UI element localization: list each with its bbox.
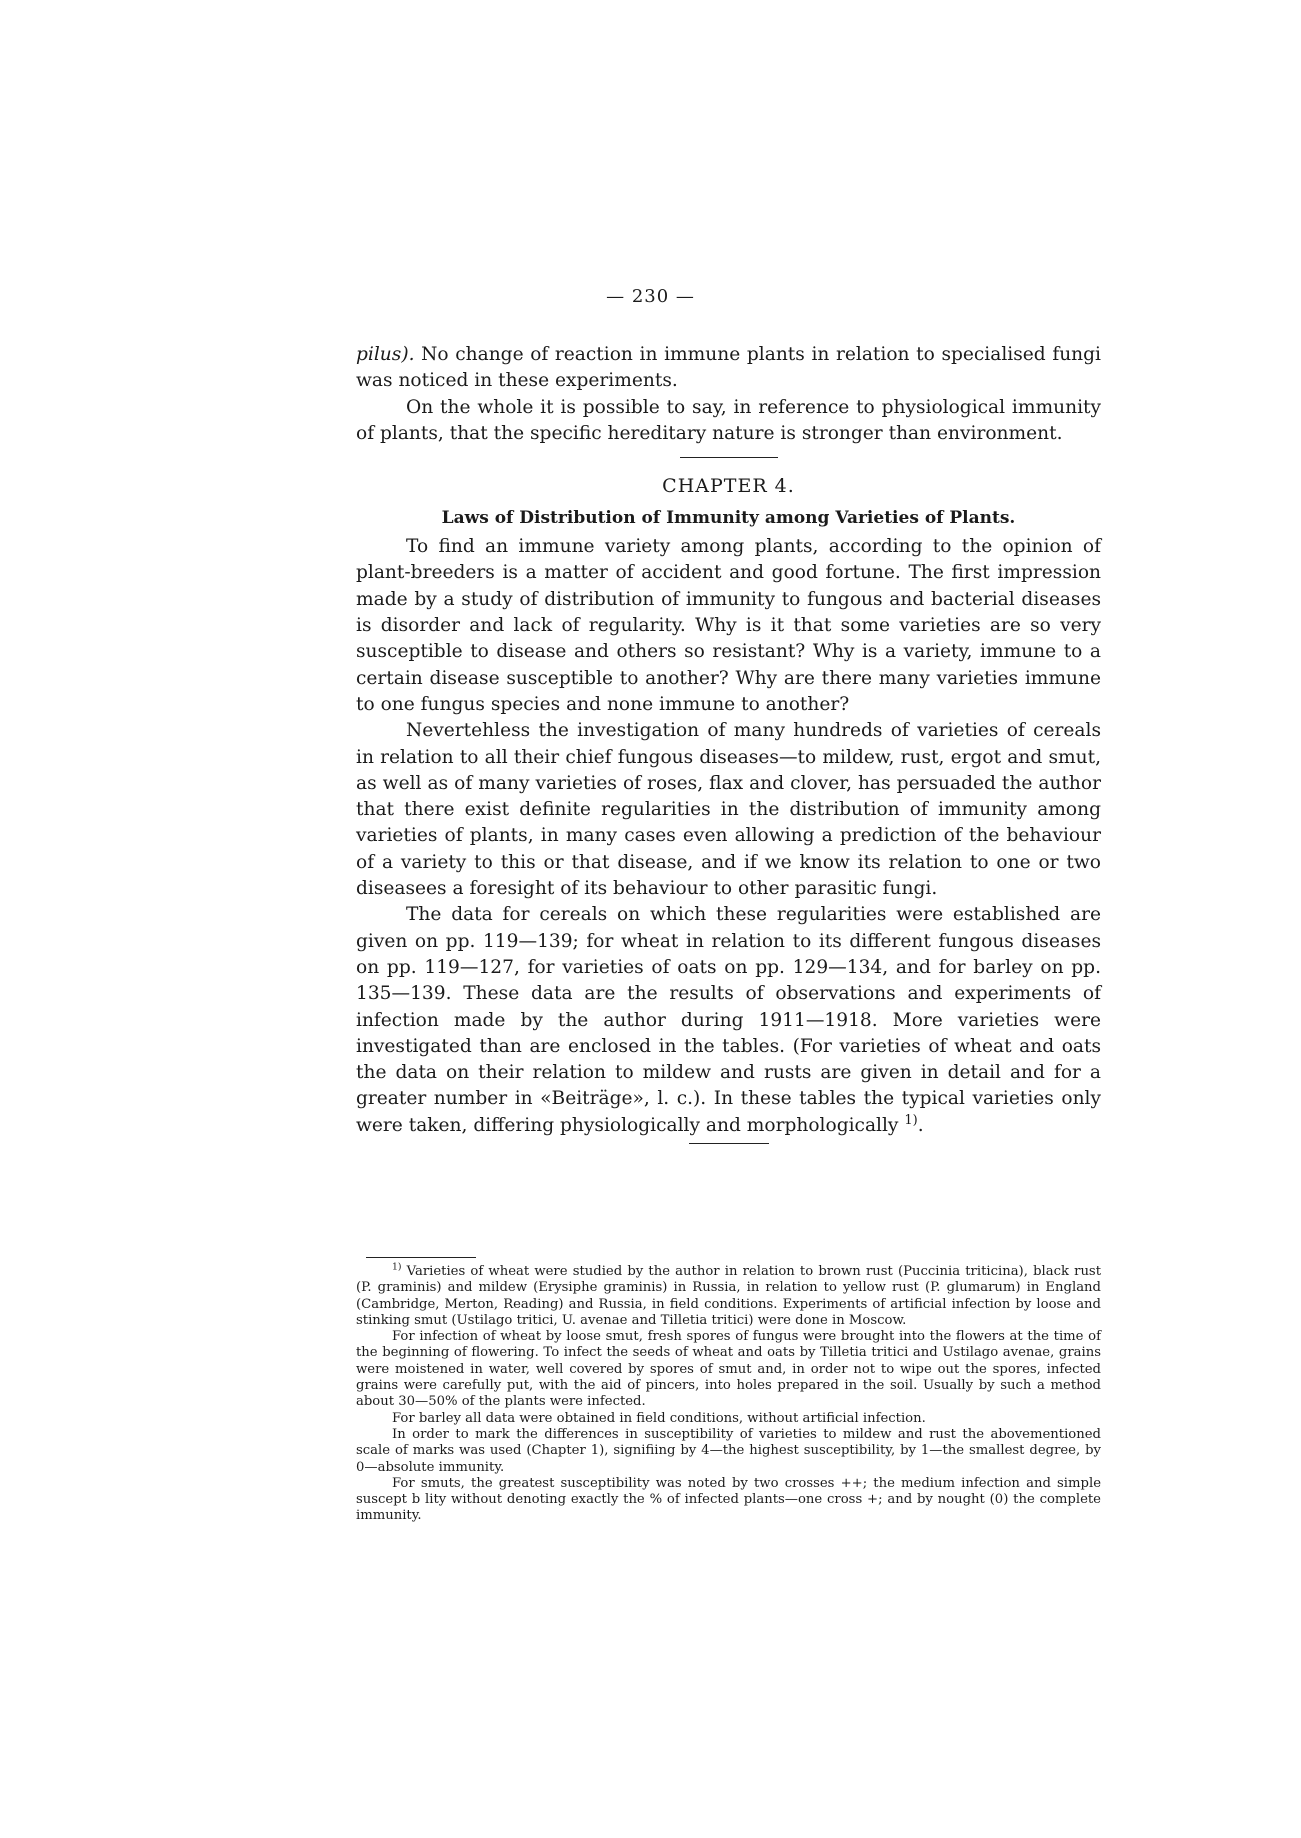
footnote-item [356, 1261, 1101, 1329]
paragraph: To find an immune variety among plants, according to the opinion of plant-breeders is a matter of accident and good fortune. The first impression made by a study of distribution of immunity to fungous and bacterial diseases is disorder and lack of regularity. Why is it that some varieties are so very susceptible to disease and others so resistant? Why is a variety, immune to a certain disease susceptible to another? Why are there many varieties immune to one fungus species and none immune to another? [356, 536, 1101, 715]
footnote-divider [366, 1257, 476, 1258]
intro-paragraph: On the whole it is possible to say, in reference to physiological immunity of plants, that the specific hereditary nature is stronger than environment. [356, 396, 1101, 444]
continuation-paragraph [356, 342, 1101, 395]
continuation-text: No change of reaction in immune plants in relation to specialised fungi was noticed in these experiments. [356, 344, 1101, 392]
footnote-marker: 1) [392, 1261, 402, 1273]
footnote-item: For infection of wheat by loose smut, fresh spores of fungus were brought into the flowers at the time of the beginning of flowering. To infect the seeds of wheat and oats by Tilletia tritici and Ustilago avenae, grains were moistened in water, well covered by spores of smut and, in order not to wipe out the spores, infected grains were carefully put, with the aid of pincers, into holes prepared in the soil. Usually by such a method about 30—50% of the plants were infected. [356, 1329, 1101, 1410]
chapter-title: CHAPTER 4. [662, 475, 795, 498]
footnote-reference: 1) [904, 1112, 918, 1128]
main-text [356, 342, 1101, 1144]
paragraph: Nevertehless the investigation of many hundreds of varieties of cereals in relation to all their chief fungous diseases—to mildew, rust, ergot and smut, as well as of many varieties of roses, flax and clover, has persuaded the author that there exist definite regularities in the distribution of immunity among varieties of plants, in many cases even allowing a prediction of the behaviour of a variety to this or that disease, and if we know its relation to one or two diseasees a foresight of its behaviour to other parasitic fungi. [356, 720, 1101, 900]
section-divider [680, 457, 778, 458]
footnotes [356, 1257, 1101, 1525]
page-number: — 230 — [606, 286, 695, 307]
italic-fragment: pilus). [356, 344, 415, 365]
paragraph-text: The data for cereals on which these regularities were established are given on pp. 119—139; for wheat in relation to its different fungous diseases on pp. 119—127, for varieties of oats on pp. 129—134, and for barley on pp. 135—139. These data are the results of observations and experiments of infection made by the author during 1911—1918. More varieties were investigated than are enclosed in the tables. (For varieties of wheat and oats the data on their relation to mildew and rusts are given in detail and for a greater number in «Beiträge», l. c.). In these tables the typical varieties only were taken, differing physiologically and morphologically [356, 904, 1101, 1136]
end-divider [689, 1143, 769, 1144]
footnote-text: Varieties of wheat were studied by the author in relation to brown rust (Puccinia triticina), black rust (P. graminis) and mildew (Erysiphe graminis) in Russia, in relation to yellow rust (P. glumarum) in England (Cambridge, Merton, Reading) and Russia, in field conditions. Experiments of artificial infection by loose and stinking smut (Ustilago tritici, U. avenae and Tilletia tritici) were done in Moscow. [356, 1264, 1101, 1328]
footnote-item: For barley all data were obtained in field conditions, without artificial infection. [392, 1410, 926, 1426]
paragraph: The data for cereals on which these regularities were established are given on pp. 119—139; for wheat in relation to its different fungous diseases on pp. 119—127, for varieties of oats on pp. 129—134, and for barley on pp. 135—139. These data are the results of observations and experiments of infection made by the author during 1911—1918. More varieties were investigated than are enclosed in the tables. (For varieties of wheat and oats the data on their relation to mildew and rusts are given in detail and for a greater number in «Beiträge», l. c.). In these tables the typical varieties only were taken, differing physiologically and morphologically $^{1)}$. [356, 904, 1101, 1136]
footnote-item: In order to mark the differences in susceptibility of varieties to mildew and rust the abovementioned scale of marks was used (Chapter 1), signifiing by 4—the highest susceptibility, by 1—the smallest degree, by 0—absolute immunity. [356, 1426, 1101, 1475]
footnote-item: For smuts, the greatest susceptibility was noted by two crosses ++; the medium infection and simple suscept b lity without denoting exactly the % of infected plants—one cross +; and by nought (0) the complete immunity. [356, 1475, 1101, 1524]
chapter-subtitle: Laws of Distribution of Immunity among Varieties of Plants. [441, 508, 1016, 529]
